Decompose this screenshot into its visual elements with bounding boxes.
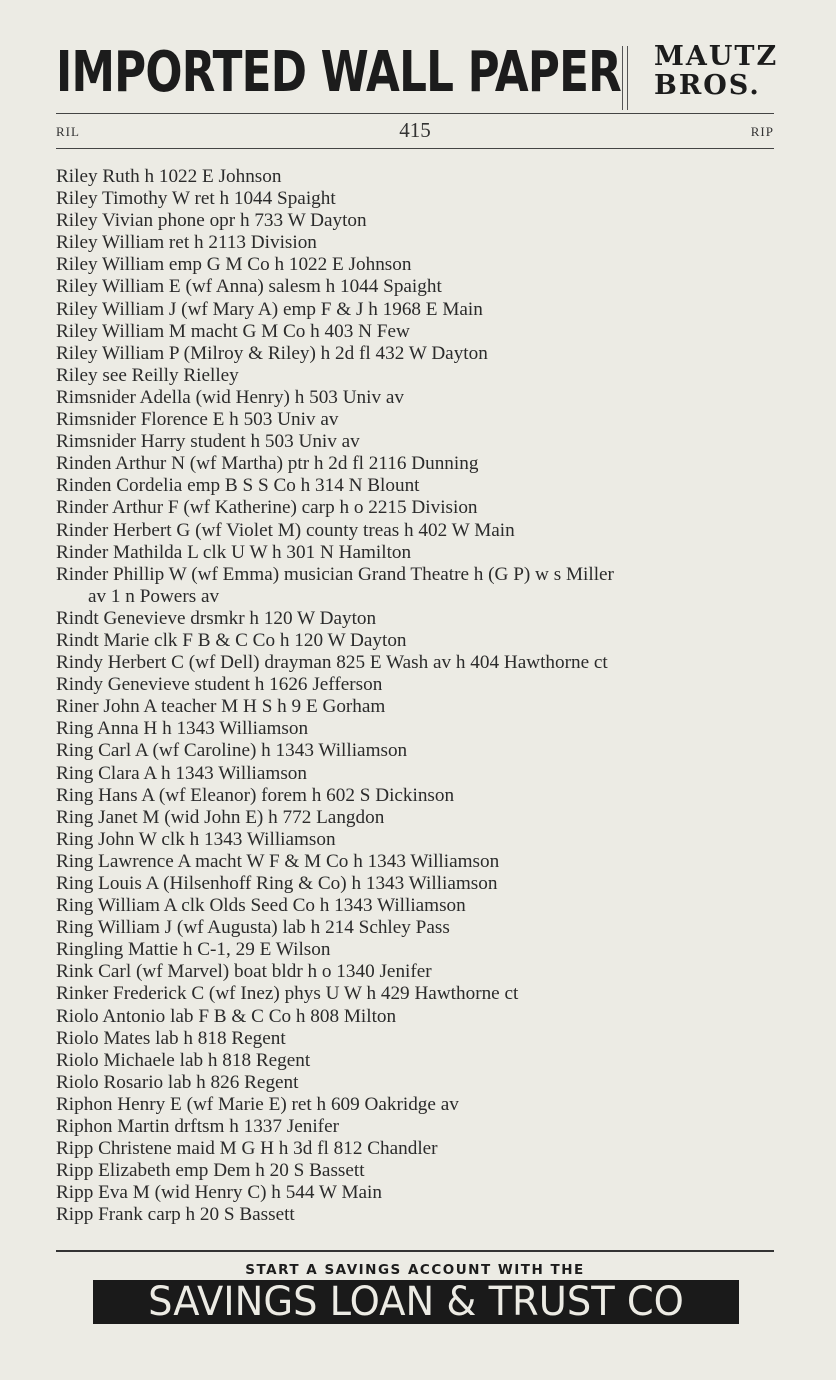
directory-entry: Riley Vivian phone opr h 733 W Dayton [56,210,367,232]
directory-entry: Rinden Arthur N (wf Martha) ptr h 2d fl 2116 Dunning [56,453,479,475]
header-rule [56,113,774,114]
directory-entry: Ripp Frank carp h 20 S Bassett [56,1204,295,1226]
directory-entry: Ring Hans A (wf Eleanor) forem h 602 S Dickinson [56,784,455,806]
directory-entry: Riley William E (wf Anna) salesm h 1044 Spaight [56,276,442,298]
directory-entry: Rinder Arthur F (wf Katherine) carp h o 2215 Division [56,497,478,519]
page-number: 415 [399,118,431,142]
directory-entry: Rimsnider Harry student h 503 Univ av [56,431,360,453]
directory-entry: Riolo Rosario lab h 826 Regent [56,1071,299,1093]
directory-entry: Ring Louis A (Hilsenhoff Ring & Co) h 1343 Williamson [56,873,498,894]
directory-entry-continuation: av 1 n Powers av [88,585,220,607]
directory-entry: Ringling Mattie h C-1, 29 E Wilson [56,939,331,961]
directory-entry: Riolo Mates lab h 818 Regent [56,1027,286,1049]
directory-entry: Riolo Michaele lab h 818 Regent [56,1049,311,1071]
directory-entry: Rinder Herbert G (wf Violet M) county treas h 402 W Main [56,519,515,541]
running-head-rule [56,148,774,149]
directory-entry: Ring Anna H h 1343 Williamson [56,718,309,740]
directory-entry: Ring John W clk h 1343 Williamson [56,828,336,850]
header-ad-headline: IMPORTED WALL PAPER [56,40,622,105]
directory-entry: Ring Lawrence A macht W F & M Co h 1343 Williamson [56,850,500,872]
directory-entry: Ring William A clk Olds Seed Co h 1343 Williamson [56,895,466,917]
directory-entry: Rindt Marie clk F B & C Co h 120 W Dayton [56,629,407,651]
header-ad-brand-line1: MAUTZ [654,41,779,72]
directory-entry: Ring William J (wf Augusta) lab h 214 Schley Pass [56,917,450,939]
directory-entry: Rinker Frederick C (wf Inez) phys U W h 429 Hawthorne ct [56,983,519,1005]
directory-entry: Ripp Elizabeth emp Dem h 20 S Bassett [56,1160,365,1182]
directory-entry: Rinder Mathilda L clk U W h 301 N Hamilton [56,541,412,563]
directory-entry: Rinder Phillip W (wf Emma) musician Grand Theatre h (G P) w s Miller [56,563,614,585]
directory-entry: Riley Ruth h 1022 E Johnson [56,166,282,187]
directory-entry: Rindy Herbert C (wf Dell) drayman 825 E Wash av h 404 Hawthorne ct [56,652,608,674]
directory-entry: Ring Janet M (wid John E) h 772 Langdon [56,806,385,828]
directory-entry: Riley Timothy W ret h 1044 Spaight [56,188,336,210]
guide-word-right: RIP [750,124,774,139]
directory-entries [56,166,778,1227]
directory-entry: Riley William J (wf Mary A) emp F & J h 1968 E Main [56,298,483,320]
directory-entry: Riley William P (Milroy & Riley) h 2d fl 432 W Dayton [56,342,488,364]
directory-entry: Rindt Genevieve drsmkr h 120 W Dayton [56,607,377,629]
directory-entry: Riner John A teacher M H S h 9 E Gorham [56,696,386,718]
directory-entry: Ripp Eva M (wid Henry C) h 544 W Main [56,1182,382,1204]
directory-entry: Ring Clara A h 1343 Williamson [56,762,307,784]
directory-entry: Riphon Martin drftsm h 1337 Jenifer [56,1116,339,1138]
directory-entry: Riphon Henry E (wf Marie E) ret h 609 Oakridge av [56,1093,459,1115]
directory-entry: Riolo Antonio lab F B & C Co h 808 Milton [56,1005,397,1027]
header-advertisement [56,38,779,114]
footer-ad-tagline: START A SAVINGS ACCOUNT WITH THE [245,1262,585,1278]
header-ad-divider [622,46,628,110]
directory-entry: Riley William M macht G M Co h 403 N Few [56,320,410,342]
running-head [56,118,774,146]
header-ad-brand-line2: BROS. [654,70,761,101]
directory-entry: Ring Carl A (wf Caroline) h 1343 Williamson [56,740,408,762]
footer-ad-banner [93,1280,739,1324]
directory-entry: Rinden Cordelia emp B S S Co h 314 N Blount [56,475,420,497]
directory-entry: Riley see Reilly Rielley [56,364,239,386]
directory-entry: Riley William emp G M Co h 1022 E Johnson [56,254,412,276]
footer-rule [56,1250,774,1252]
header-ad-brand [654,42,778,100]
guide-word-left: RIL [56,124,80,139]
directory-entry: Rindy Genevieve student h 1626 Jefferson [56,674,383,696]
directory-entry: Rink Carl (wf Marvel) boat bldr h o 1340 Jenifer [56,961,432,983]
directory-entry: Ripp Christene maid M G H h 3d fl 812 Chandler [56,1138,438,1160]
directory-entry: Riley William ret h 2113 Division [56,232,317,254]
footer-ad-bank-name: SAVINGS LOAN & TRUST CO [148,1279,684,1325]
directory-entry: Rimsnider Adella (wid Henry) h 503 Univ av [56,386,404,408]
directory-entry: Rimsnider Florence E h 503 Univ av [56,409,339,431]
